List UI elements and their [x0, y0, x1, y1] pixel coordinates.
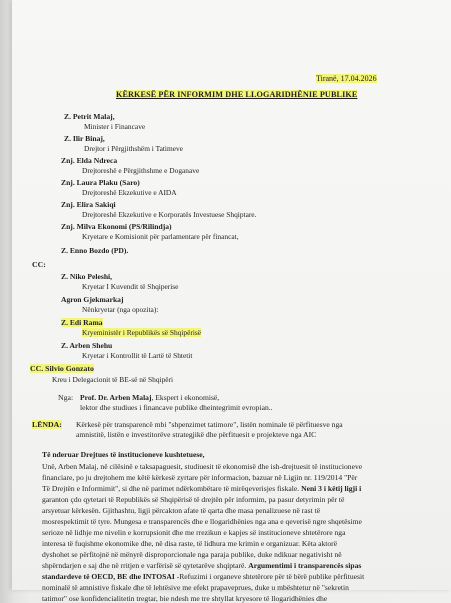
recipient-position: Drejtoreshë e Përgjithshme e Doganave	[82, 166, 200, 175]
body-line: tatimor" ose konfidencialitetin tregtar, bie ndesh me tre shtyllat kryesore të llogaridhënies dhe	[42, 594, 328, 603]
body-line: arsyetuar kërkesën. Gjithashtu, ligji përcakton afate të qarta dhe masa penalizuese në rast të	[42, 506, 321, 515]
cc-name: Agron Gjekmarkaj	[61, 295, 124, 304]
body-line	[42, 572, 364, 581]
recipient-name: Znj. Milva Ekonomi (PS/Rilindja)	[61, 222, 172, 231]
body-bold-standards: standardeve të OECD, BE dhe INTOSAI	[42, 572, 175, 581]
subject-line: amnistitë, listën e investitorëve strategjikë dhe përfituesit e projekteve nga AIC	[76, 430, 317, 439]
recipient-position: Kryetare e Komisionit për parlamentare për financat,	[82, 232, 239, 241]
cc-name-highlighted: Z. Edi Rama	[61, 318, 103, 327]
recipient-position: Drejtor i Përgjithshëm i Tatimeve	[84, 144, 183, 153]
body-line: Unë, Arben Malaj, në cilësinë e taksapaguesit, studiuesit të ekonomisë dhe ish-drejtuesit të institucioneve	[42, 462, 363, 471]
subject-label: LËNDA:	[32, 420, 62, 429]
recipient-name: Z. Ilir Binaj,	[64, 134, 105, 143]
cc-position-highlighted: Kryeministër i Republikës së Shqipërisë	[82, 328, 202, 337]
recipient-name: Znj. Elda Ndreca	[61, 156, 118, 165]
body-line	[42, 561, 361, 570]
body-bold-argument: Argumentimi i transparencës sipas	[248, 561, 362, 570]
body-bold-law: Neni 3 i këtij ligji i	[301, 484, 362, 493]
recipient-name: Znj. Elira Sakiqi	[61, 200, 116, 209]
document-page	[12, 0, 451, 603]
document-title: KËRKESË PËR INFORMIM DHE LLOGARIDHËNIE PUBLIKE	[116, 90, 358, 99]
recipient-position: Drejtoreshë Ekzekutive e AIDA	[82, 188, 177, 197]
cc2-label: CC. Silvio Gonzato	[30, 364, 94, 373]
cc-name: Z. Arben Shehu	[61, 341, 113, 350]
cc-position: Kryetar I Kuvendit të Shqiperise	[82, 282, 179, 291]
cc-name: Z. Niko Peleshi,	[61, 272, 113, 281]
sender-label: Nga:	[58, 393, 74, 402]
sender-line2: lektor dhe studiues i financave publike dheintegrimit evropian..	[80, 403, 273, 412]
cc2-position: Kreu i Delegacionit të BE-së në Shqipëri	[52, 375, 174, 384]
sender-title: , Ekspert i ekonomisë,	[151, 393, 220, 402]
recipient-position: Minister i Financave	[84, 122, 146, 131]
recipient-name: Z. Enno Bozdo (PD).	[61, 246, 129, 255]
sender-name: Prof. Dr. Arben Malaj	[80, 393, 152, 402]
body-text: Të Drejtën e Informimit", si dhe në parimet ndërkombëtare të mirëqeverisjes fiskale.	[42, 484, 300, 493]
body-line: nominalë të amnistive fiskale dhe të lehtësive me efekt prapaveprues, duke u mbështetur në "sekretin	[42, 583, 349, 592]
recipient-position: Drejtoreshë Ekzekutive e Korporatës Investuese Shqiptare.	[82, 210, 257, 219]
salutation: Të nderuar Drejtues të institucioneve kushtetuese,	[42, 450, 205, 459]
body-line: interesa të fuqishme ekonomike dhe, në disa raste, të lidhura me krimin e organizuar. Këta aktorë	[42, 539, 338, 548]
subject-line: Kërkesë për transparencë mbi "shpenzimet tatimore", listën nominale të përfituesve nga	[76, 420, 343, 429]
body-text: -Refuzimi i organeve shtetërore për të bërë publike përfituesit	[176, 572, 365, 581]
body-line: serioze në lidhje me nivelin e korrupsionit dhe me rrezikun e kapjes së institucioneve shtetërore nga	[42, 528, 346, 537]
sender-line1	[80, 393, 219, 402]
body-text: shpërndarjen e saj dhe në rritjen e varfërisë së qytetarëve shqiptarë.	[42, 561, 247, 570]
body-line	[42, 484, 361, 493]
body-line: dyshohet se përfitojnë në mënyrë disproporcionale nga paraja publike, duke ndikuar negativisht në	[42, 550, 342, 559]
recipient-name: Z. Petrit Malaj,	[64, 112, 115, 121]
document-date: Tiranë, 17.04.2026	[316, 74, 377, 83]
body-line: financiare, po ju drejtohem me këtë kërkesë zyrtare për informacion, bazuar në Ligjin nr. 119/2014 "Për	[42, 473, 358, 482]
cc-position: Kryetar i Kontrollit të Lartë të Shtetit	[82, 351, 193, 360]
recipient-name: Znj. Laura Plaku (Saro)	[61, 178, 140, 187]
cc-position: Nënkryetar (nga opozita):	[82, 305, 159, 314]
body-line: mosrespektimit të tyre. Mungesa e transparencës dhe e llogaridhënies nga ana e qeverisë ngre shqetësime	[42, 517, 362, 526]
body-line: garanton çdo qytetari të Republikës së Shqipërisë të drejtën për informim, pa pasur detyrimin për të	[42, 495, 345, 504]
cc-label: CC:	[32, 260, 46, 269]
